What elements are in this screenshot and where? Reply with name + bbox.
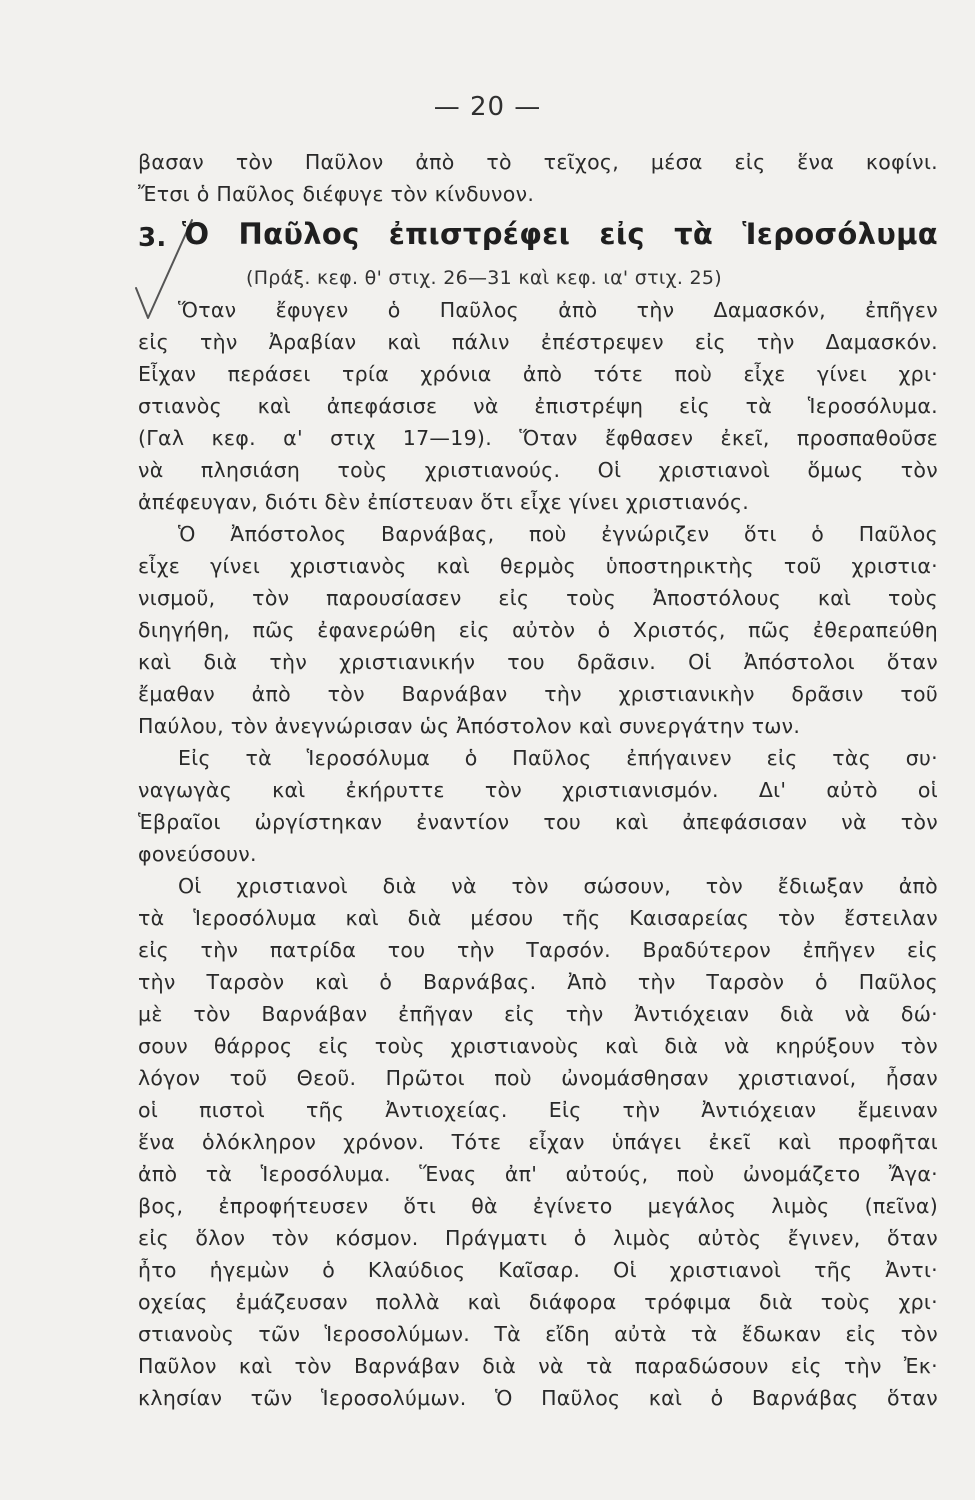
text-line: ἦτο ἡγεμὼν ὁ Κλαύδιος Καῖσαρ. Οἱ χριστιανοὶ τῆς Ἀντι·: [138, 1258, 938, 1282]
text-line: βος, ἐπροφήτευσεν ὅτι θὰ ἐγίνετο μεγάλος λιμὸς (πεῖνα): [138, 1194, 938, 1218]
text-line: τὴν Ταρσὸν καὶ ὁ Βαρνάβας. Ἀπὸ τὴν Ταρσὸν ὁ Παῦλος: [138, 970, 938, 994]
scripture-reference: (Πράξ. κεφ. θ' στιχ. 26—31 καὶ κεφ. ια' στιχ. 25): [246, 267, 723, 289]
text-line: στιανοὺς τῶν Ἱεροσολύμων. Τὰ εἴδη αὐτὰ τὰ ἔδωκαν εἰς τὸν: [138, 1322, 938, 1346]
text-line: εἶχε γίνει χριστιανὸς καὶ θερμὸς ὑποστηρικτὴς τοῦ χριστια·: [138, 554, 938, 578]
text-line: βασαν τὸν Παῦλον ἀπὸ τὸ τεῖχος, μέσα εἰς ἕνα κοφίνι.: [138, 150, 938, 174]
text-line: Παῦλον καὶ τὸν Βαρνάβαν διὰ νὰ τὰ παραδώσουν εἰς τὴν Ἐκ·: [138, 1354, 938, 1378]
text-line: Εἶχαν περάσει τρία χρόνια ἀπὸ τότε ποὺ εἶχε γίνει χρι·: [138, 362, 938, 386]
text-line: οχείας ἐμάζευσαν πολλὰ καὶ διάφορα τρόφιμα διὰ τοὺς χρι·: [138, 1290, 938, 1314]
text-line: εἰς ὅλον τὸν κόσμον. Πράγματι ὁ λιμὸς αὐτὸς ἔγινεν, ὅταν: [138, 1226, 938, 1250]
text-line: τὰ Ἱεροσόλυμα καὶ διὰ μέσου τῆς Καισαρείας τὸν ἔστειλαν: [138, 906, 938, 930]
text-line: νισμοῦ, τὸν παρουσίασεν εἰς τοὺς Ἀποστόλους καὶ τοὺς: [138, 586, 938, 610]
text-line: (Γαλ κεφ. α' στιχ 17—19). Ὅταν ἔφθασεν ἐκεῖ, προσπαθοῦσε: [138, 426, 938, 450]
text-line: Ὅταν ἔφυγεν ὁ Παῦλος ἀπὸ τὴν Δαμασκόν, ἐπῆγεν: [178, 298, 938, 322]
text-line: εἰς τὴν Ἀραβίαν καὶ πάλιν ἐπέστρεψεν εἰς τὴν Δαμασκόν.: [138, 330, 938, 354]
text-line: ἀπὸ τὰ Ἱεροσόλυμα. Ἕνας ἀπ' αὐτούς, ποὺ ὠνομάζετο Ἄγα·: [138, 1162, 938, 1186]
text-line: οἱ πιστοὶ τῆς Ἀντιοχείας. Εἰς τὴν Ἀντιόχειαν ἔμειναν: [138, 1098, 938, 1122]
text-line: καὶ διὰ τὴν χριστιανικήν του δρᾶσιν. Οἱ Ἀπόστολοι ὅταν: [138, 650, 938, 674]
section-number: 3.: [138, 223, 167, 253]
text-line: Ἑβραῖοι ὠργίστηκαν ἐναντίον του καὶ ἀπεφάσισαν νὰ τὸν: [138, 810, 938, 834]
text-line: ἀπέφευγαν, διότι δὲν ἐπίστευαν ὅτι εἶχε γίνει χριστιανός.: [138, 490, 750, 514]
text-line: εἰς τὴν πατρίδα του τὴν Ταρσόν. Βραδύτερον ἐπῆγεν εἰς: [138, 938, 938, 962]
text-line: λόγον τοῦ Θεοῦ. Πρῶτοι ποὺ ὠνομάσθησαν χριστιανοί, ἦσαν: [138, 1066, 938, 1090]
text-line: ἕνα ὁλόκληρον χρόνον. Τότε εἶχαν ὑπάγει ἐκεῖ καὶ προφῆται: [138, 1130, 938, 1154]
text-line: Οἱ χριστιανοὶ διὰ νὰ τὸν σώσουν, τὸν ἔδιωξαν ἀπὸ: [178, 874, 938, 898]
text-line: στιανὸς καὶ ἀπεφάσισε νὰ ἐπιστρέψη εἰς τὰ Ἱεροσόλυμα.: [138, 394, 938, 418]
text-line: μὲ τὸν Βαρνάβαν ἐπῆγαν εἰς τὴν Ἀντιόχειαν διὰ νὰ δώ·: [138, 1002, 938, 1026]
section-heading: [138, 216, 938, 262]
text-line: κλησίαν τῶν Ἱεροσολύμων. Ὁ Παῦλος καὶ ὁ Βαρνάβας ὅταν: [138, 1386, 938, 1410]
text-line: ἔμαθαν ἀπὸ τὸν Βαρνάβαν τὴν χριστιανικὴν δρᾶσιν τοῦ: [138, 682, 938, 706]
text-line: Ἔτσι ὁ Παῦλος διέφυγε τὸν κίνδυνον.: [138, 182, 535, 206]
text-line: διηγήθη, πῶς ἐφανερώθη εἰς αὐτὸν ὁ Χριστός, πῶς ἐθεραπεύθη: [138, 618, 938, 642]
body-text: [138, 146, 938, 1414]
text-line: Παύλου, τὸν ἀνεγνώρισαν ὡς Ἀπόστολον καὶ συνεργάτην των.: [138, 714, 801, 738]
text-line: σουν θάρρος εἰς τοὺς χριστιανοὺς καὶ διὰ νὰ κηρύξουν τὸν: [138, 1034, 938, 1058]
text-line: νὰ πλησιάση τοὺς χριστιανούς. Οἱ χριστιανοὶ ὅμως τὸν: [138, 458, 938, 482]
text-line: φονεύσουν.: [138, 842, 257, 866]
page-number: — 20 —: [433, 92, 542, 122]
text-line: ναγωγὰς καὶ ἐκήρυττε τὸν χριστιανισμόν. Δι' αὐτὸ οἱ: [138, 778, 938, 802]
text-line: Ὁ Ἀπόστολος Βαρνάβας, ποὺ ἐγνώριζεν ὅτι ὁ Παῦλος: [178, 522, 938, 546]
section-title: Ὁ Παῦλος ἐπιστρέφει εἰς τὰ Ἱεροσόλυμα: [182, 217, 938, 251]
text-line: Εἰς τὰ Ἱεροσόλυμα ὁ Παῦλος ἐπήγαινεν εἰς τὰς συ·: [178, 746, 938, 770]
